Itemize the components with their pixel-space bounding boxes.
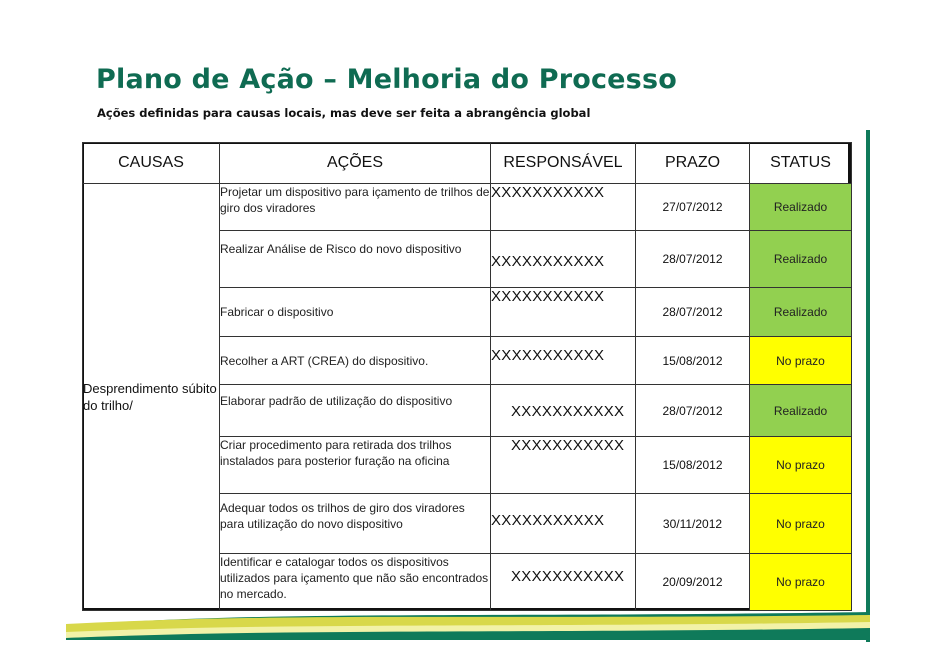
- deadline-cell: 30/11/2012: [636, 494, 750, 554]
- responsible-cell: XXXXXXXXXXX: [491, 288, 636, 337]
- responsible-cell: XXXXXXXXXXX: [491, 385, 636, 437]
- status-cell: Realizado: [750, 385, 852, 437]
- status-cell: Realizado: [750, 231, 852, 288]
- responsible-cell: XXXXXXXXXXX: [491, 337, 636, 385]
- responsible-cell: XXXXXXXXXXX: [491, 494, 636, 554]
- responsible-cell: XXXXXXXXXXX: [491, 184, 636, 231]
- right-accent-bar: [866, 130, 870, 642]
- action-cell: Fabricar o dispositivo: [220, 288, 491, 337]
- responsible-cell: XXXXXXXXXXX: [491, 231, 636, 288]
- cause-cell: Desprendimento súbito do trilho/: [83, 184, 220, 611]
- status-cell: Realizado: [750, 184, 852, 231]
- status-cell: No prazo: [750, 337, 852, 385]
- header-actions: AÇÕES: [220, 143, 491, 184]
- deadline-cell: 27/07/2012: [636, 184, 750, 231]
- deadline-cell: 28/07/2012: [636, 385, 750, 437]
- action-cell: Elaborar padrão de utilização do dispositivo: [220, 385, 491, 437]
- deadline-cell: 15/08/2012: [636, 337, 750, 385]
- status-cell: No prazo: [750, 437, 852, 494]
- table-row: [83, 184, 852, 231]
- slide-subtitle: Ações definidas para causas locais, mas deve ser feita a abrangência global: [97, 106, 591, 120]
- deadline-cell: 20/09/2012: [636, 554, 750, 611]
- action-cell: Adequar todos os trilhos de giro dos viradores para utilização do novo dispositivo: [220, 494, 491, 554]
- action-cell: Criar procedimento para retirada dos trilhos instalados para posterior furação na oficina: [220, 437, 491, 494]
- header-status: STATUS: [750, 143, 852, 184]
- header-responsible: RESPONSÁVEL: [491, 143, 636, 184]
- action-cell: Projetar um dispositivo para içamento de trilhos de giro dos viradores: [220, 184, 491, 231]
- status-cell: Realizado: [750, 288, 852, 337]
- action-plan-table: [82, 142, 852, 611]
- responsible-cell: XXXXXXXXXXX: [491, 554, 636, 611]
- table-header-row: [83, 143, 852, 184]
- action-cell: Realizar Análise de Risco do novo dispositivo: [220, 231, 491, 288]
- deadline-cell: 15/08/2012: [636, 437, 750, 494]
- deadline-cell: 28/07/2012: [636, 288, 750, 337]
- status-cell: No prazo: [750, 494, 852, 554]
- decorative-wave-footer: [66, 610, 870, 652]
- responsible-cell: XXXXXXXXXXX: [491, 437, 636, 494]
- action-cell: Recolher a ART (CREA) do dispositivo.: [220, 337, 491, 385]
- action-cell: Identificar e catalogar todos os dispositivos utilizados para içamento que não são encontrados no mercado.: [220, 554, 491, 611]
- header-causes: CAUSAS: [83, 143, 220, 184]
- header-deadline: PRAZO: [636, 143, 750, 184]
- deadline-cell: 28/07/2012: [636, 231, 750, 288]
- status-cell: No prazo: [750, 554, 852, 611]
- slide-title: Plano de Ação – Melhoria do Processo: [96, 64, 677, 95]
